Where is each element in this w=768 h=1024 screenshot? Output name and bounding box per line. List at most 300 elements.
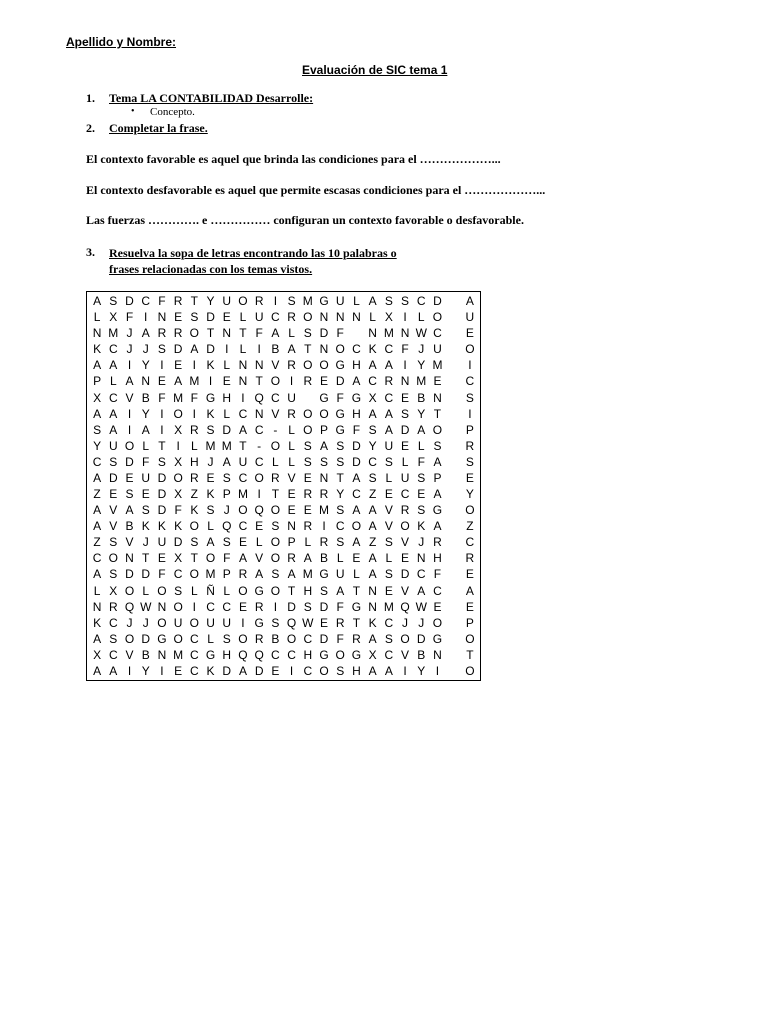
letter-cell: I — [192, 358, 197, 373]
letter-cell: D — [157, 503, 167, 518]
letter-cell: O — [303, 422, 313, 437]
letter-cell: N — [433, 390, 442, 405]
letter-cell — [446, 357, 462, 373]
letter-cell: U — [157, 535, 167, 550]
letter-cell: O — [238, 294, 248, 309]
letter-cell: T — [336, 470, 344, 485]
letter-cell: A — [125, 374, 134, 389]
letter-cell: H — [352, 406, 361, 421]
letter-cell: S — [401, 406, 410, 421]
letter-cell: T — [190, 551, 199, 566]
letter-cell: A — [368, 567, 377, 582]
letter-cell: M — [221, 438, 232, 453]
letter-cell: P — [222, 487, 231, 502]
letter-cell: C — [190, 631, 199, 646]
letter-cell: E — [433, 374, 442, 389]
letter-cell: L — [353, 294, 360, 309]
letter-cell: F — [336, 631, 344, 646]
letter-cell: C — [271, 647, 280, 662]
letter-cell: O — [303, 406, 313, 421]
letter-cell: A — [433, 487, 442, 502]
letter-cell: K — [157, 519, 166, 534]
letter-cell: S — [125, 487, 134, 502]
letter-cell — [446, 422, 462, 438]
letter-cell: S — [222, 631, 231, 646]
letter-cell — [446, 406, 462, 422]
letter-cell: B — [141, 647, 150, 662]
letter-cell: E — [465, 326, 474, 341]
letter-cell: L — [142, 438, 150, 453]
letter-cell: K — [368, 615, 377, 630]
letter-cell — [348, 325, 364, 341]
letter-cell: M — [237, 487, 248, 502]
letter-cell: S — [141, 503, 150, 518]
letter-cell: E — [174, 358, 183, 373]
letter-cell: G — [254, 615, 264, 630]
letter-cell: I — [273, 294, 278, 309]
letter-cell: G — [351, 390, 362, 405]
letter-cell: A — [93, 631, 102, 646]
letter-cell: F — [336, 326, 344, 341]
letter-cell: O — [238, 583, 248, 598]
letter-cell: R — [303, 487, 313, 502]
letter-cell: A — [384, 422, 393, 437]
letter-cell: O — [270, 503, 281, 518]
letter-cell: R — [190, 470, 199, 485]
letter-cell: S — [465, 454, 474, 469]
letter-cell: E — [206, 470, 215, 485]
letter-cell: V — [125, 647, 134, 662]
letter-cell: O — [205, 551, 216, 566]
letter-cell: A — [368, 294, 377, 309]
letter-cell: A — [190, 342, 199, 357]
letter-cell: S — [157, 342, 166, 357]
letter-cell: A — [206, 535, 215, 550]
letter-cell: E — [465, 470, 474, 485]
letter-cell: M — [189, 374, 200, 389]
letter-cell: N — [157, 647, 167, 662]
letter-cell: N — [125, 551, 134, 566]
letter-cell: I — [322, 519, 326, 534]
letter-cell: J — [418, 615, 425, 630]
letter-cell: C — [190, 663, 199, 678]
letter-cell: E — [320, 615, 329, 630]
letter-cell: P — [93, 374, 102, 389]
letter-cell: E — [238, 599, 247, 614]
letter-cell: A — [368, 663, 377, 678]
letter-cell: S — [109, 567, 118, 582]
letter-cell: J — [418, 535, 425, 550]
letter-cell: Q — [238, 647, 248, 662]
letter-cell: O — [124, 631, 135, 646]
letter-cell: E — [465, 567, 474, 582]
letter-cell: T — [142, 551, 150, 566]
letter-cell: I — [127, 358, 132, 373]
letter-cell: S — [336, 454, 345, 469]
letter-cell: O — [319, 406, 329, 421]
letter-cell: I — [192, 599, 197, 614]
letter-cell: J — [126, 615, 133, 630]
letter-cell: C — [400, 487, 410, 502]
letter-cell: U — [400, 470, 410, 485]
letter-cell: C — [206, 599, 215, 614]
letter-cell: H — [222, 647, 232, 662]
letter-cell: A — [222, 454, 231, 469]
letter-cell — [446, 566, 462, 582]
letter-cell: N — [238, 358, 248, 373]
letter-cell: A — [93, 567, 102, 582]
letter-cell: E — [255, 519, 264, 534]
letter-cell: O — [173, 599, 183, 614]
letter-cell: N — [416, 551, 426, 566]
letter-cell: L — [417, 310, 425, 325]
letter-cell: O — [432, 615, 443, 630]
letter-cell: K — [206, 663, 215, 678]
letter-cell: V — [401, 583, 410, 598]
letter-cell: P — [433, 470, 442, 485]
letter-cell: T — [271, 487, 280, 502]
letter-cell: F — [223, 551, 231, 566]
letter-cell: O — [286, 631, 297, 646]
letter-cell: B — [271, 631, 280, 646]
letter-cell: C — [335, 519, 345, 534]
letter-cell: C — [287, 647, 296, 662]
letter-cell: - — [273, 422, 278, 437]
letter-cell: I — [403, 358, 407, 373]
letter-cell: C — [416, 567, 426, 582]
letter-cell: M — [173, 647, 184, 662]
letter-cell: T — [255, 374, 263, 389]
letter-cell: C — [108, 342, 118, 357]
letter-cell: A — [368, 406, 377, 421]
letter-cell: O — [254, 470, 264, 485]
letter-cell: O — [157, 615, 167, 630]
letter-cell: W — [415, 599, 427, 614]
letter-cell — [446, 341, 462, 357]
letter-cell: Y — [93, 438, 102, 453]
letter-cell: C — [222, 599, 232, 614]
letter-cell: M — [108, 326, 119, 341]
letter-cell: E — [384, 583, 393, 598]
letter-cell: C — [141, 294, 151, 309]
letter-cell: H — [190, 454, 199, 469]
letter-cell: E — [287, 503, 296, 518]
letter-cell: O — [108, 551, 118, 566]
letter-cell: I — [241, 615, 245, 630]
letter-cell: F — [417, 454, 425, 469]
letter-cell: N — [141, 374, 151, 389]
letter-cell: O — [319, 663, 329, 678]
letter-cell: T — [239, 438, 247, 453]
letter-cell: A — [93, 519, 102, 534]
letter-cell: S — [287, 294, 296, 309]
letter-cell: R — [287, 358, 296, 373]
letter-cell: B — [320, 551, 329, 566]
letter-cell: F — [401, 342, 409, 357]
letter-cell: E — [141, 487, 150, 502]
letter-cell: A — [433, 519, 442, 534]
letter-cell: L — [353, 567, 360, 582]
letter-cell: O — [270, 374, 281, 389]
letter-cell: C — [108, 615, 118, 630]
letter-cell: N — [400, 326, 410, 341]
letter-cell: L — [223, 583, 231, 598]
letter-cell: I — [273, 599, 278, 614]
letter-cell: P — [465, 615, 474, 630]
letter-cell: R — [303, 374, 313, 389]
letter-cell: C — [303, 631, 313, 646]
letter-cell — [446, 309, 462, 325]
question-1-text: Tema LA CONTABILIDAD Desarrolle: — [109, 91, 314, 105]
letter-cell: R — [352, 631, 361, 646]
letter-cell: K — [190, 503, 199, 518]
letter-cell: H — [303, 583, 313, 598]
letter-cell — [446, 599, 462, 615]
letter-cell: S — [336, 503, 345, 518]
letter-cell: N — [254, 406, 264, 421]
letter-cell: I — [127, 663, 132, 678]
letter-cell: A — [238, 422, 247, 437]
letter-cell: K — [174, 519, 183, 534]
letter-cell: L — [223, 358, 231, 373]
letter-cell: L — [239, 342, 247, 357]
letter-cell: M — [205, 438, 216, 453]
letter-cell: C — [108, 390, 118, 405]
letter-cell: T — [466, 647, 474, 662]
letter-cell: H — [352, 358, 361, 373]
letter-cell: D — [173, 535, 183, 550]
letter-cell: C — [92, 551, 102, 566]
letter-cell: U — [108, 438, 118, 453]
letter-cell — [300, 390, 316, 406]
letter-cell: S — [157, 454, 166, 469]
letter-cell: O — [173, 406, 183, 421]
letter-cell: M — [205, 567, 216, 582]
letter-cell: I — [192, 406, 197, 421]
letter-cell: U — [141, 470, 151, 485]
letter-cell — [446, 663, 462, 679]
letter-cell: S — [336, 535, 345, 550]
letter-cell: Y — [417, 358, 426, 373]
letter-cell: D — [433, 294, 442, 309]
letter-cell: A — [109, 663, 118, 678]
letter-cell: F — [336, 390, 344, 405]
letter-cell: D — [254, 663, 264, 678]
letter-cell: L — [304, 535, 312, 550]
letter-cell: N — [157, 310, 167, 325]
letter-cell: R — [254, 631, 264, 646]
letter-cell: Y — [206, 294, 215, 309]
letter-cell: P — [287, 535, 296, 550]
letter-cell: G — [157, 631, 167, 646]
letter-cell: E — [401, 390, 410, 405]
letter-cell: D — [141, 567, 151, 582]
letter-cell: O — [189, 519, 200, 534]
letter-cell: O — [319, 358, 329, 373]
letter-cell: S — [433, 438, 442, 453]
letter-cell: L — [109, 374, 117, 389]
letter-cell: V — [109, 519, 118, 534]
letter-cell: A — [433, 454, 442, 469]
letter-cell: G — [205, 647, 216, 662]
letter-cell: I — [160, 406, 164, 421]
letter-cell: E — [222, 374, 231, 389]
letter-cell: S — [465, 390, 474, 405]
letter-cell: K — [206, 358, 215, 373]
letter-cell: T — [158, 438, 166, 453]
letter-cell: S — [368, 470, 377, 485]
letter-cell: N — [368, 599, 377, 614]
letter-cell: R — [400, 503, 410, 518]
letter-cell — [446, 631, 462, 647]
letter-cell: K — [141, 519, 150, 534]
letter-cell: D — [157, 470, 167, 485]
letter-cell: H — [303, 647, 313, 662]
letter-cell: G — [432, 503, 443, 518]
letter-cell: V — [271, 406, 280, 421]
letter-cell: S — [384, 454, 393, 469]
letter-cell: R — [465, 438, 475, 453]
letter-cell: R — [465, 551, 475, 566]
letter-cell — [446, 470, 462, 486]
letter-cell: C — [368, 454, 377, 469]
letter-cell: D — [319, 326, 329, 341]
letter-cell — [446, 390, 462, 406]
letter-cell: D — [319, 599, 329, 614]
letter-cell: N — [433, 647, 442, 662]
letter-cell: L — [288, 438, 295, 453]
letter-cell: C — [384, 615, 394, 630]
letter-cell: F — [352, 422, 361, 437]
letter-cell: I — [289, 374, 294, 389]
letter-cell: F — [158, 294, 166, 309]
letter-cell: S — [384, 567, 393, 582]
letter-cell: C — [238, 406, 248, 421]
letter-cell: E — [303, 470, 312, 485]
letter-cell: A — [238, 663, 247, 678]
letter-cell: G — [205, 390, 216, 405]
letter-cell: A — [93, 663, 102, 678]
letter-cell: Q — [286, 615, 297, 630]
letter-cell: X — [368, 647, 377, 662]
letter-cell: C — [254, 422, 264, 437]
letter-cell: M — [432, 358, 443, 373]
letter-cell: F — [336, 599, 344, 614]
letter-cell: Z — [93, 535, 101, 550]
letter-cell: A — [238, 551, 247, 566]
letter-cell: E — [287, 487, 296, 502]
letter-cell: D — [400, 567, 410, 582]
letter-cell: U — [335, 567, 345, 582]
letter-cell: O — [400, 519, 410, 534]
letter-cell: A — [93, 470, 102, 485]
letter-cell: I — [468, 358, 472, 373]
letter-cell: S — [417, 470, 426, 485]
letter-cell: W — [302, 615, 314, 630]
letter-cell: J — [142, 615, 149, 630]
letter-cell: P — [222, 567, 231, 582]
letter-cell: I — [403, 663, 407, 678]
letter-cell: S — [320, 454, 329, 469]
letter-cell: A — [465, 294, 474, 309]
letter-cell: S — [384, 535, 393, 550]
letter-cell: C — [352, 487, 361, 502]
letter-cell: Y — [417, 406, 426, 421]
letter-cell: V — [384, 503, 393, 518]
letter-cell: A — [384, 663, 393, 678]
letter-cell: O — [400, 631, 410, 646]
letter-cell: K — [93, 342, 102, 357]
letter-cell: S — [368, 422, 377, 437]
letter-cell: W — [140, 599, 152, 614]
letter-cell: A — [255, 567, 264, 582]
letter-cell: G — [319, 567, 329, 582]
letter-cell: A — [125, 503, 134, 518]
letter-cell: F — [433, 567, 442, 582]
letter-cell: O — [124, 583, 135, 598]
letter-cell: S — [271, 567, 280, 582]
letter-cell: I — [144, 310, 148, 325]
letter-cell: C — [384, 342, 394, 357]
letter-cell: C — [465, 535, 475, 550]
letter-cell: E — [417, 487, 426, 502]
letter-cell: O — [303, 358, 313, 373]
question-3-line-1: Resuelva la sopa de letras encontrando las 10 palabras o — [109, 246, 397, 260]
question-1-number: 1. — [86, 91, 95, 105]
letter-cell: E — [320, 374, 329, 389]
sentence-favorable: El contexto favorable es aquel que brinda las condiciones para el ………………... — [86, 152, 501, 166]
letter-cell: X — [174, 454, 183, 469]
letter-cell: Z — [93, 487, 101, 502]
letter-cell: D — [335, 374, 345, 389]
letter-cell: N — [287, 519, 296, 534]
letter-cell: S — [222, 535, 231, 550]
letter-cell: Y — [336, 487, 345, 502]
letter-cell: F — [158, 567, 166, 582]
letter-cell: S — [303, 438, 312, 453]
letter-cell: P — [465, 422, 474, 437]
letter-cell: E — [157, 551, 166, 566]
letter-cell: V — [287, 470, 296, 485]
letter-cell: V — [401, 535, 410, 550]
letter-cell: L — [255, 535, 263, 550]
letter-cell: Z — [466, 519, 474, 534]
letter-cell: G — [335, 422, 345, 437]
letter-cell: G — [351, 647, 362, 662]
letter-cell: I — [160, 358, 164, 373]
letter-cell — [446, 534, 462, 550]
letter-cell: C — [384, 390, 394, 405]
letter-cell: X — [93, 647, 102, 662]
letter-cell: U — [238, 454, 248, 469]
letter-cell: J — [126, 342, 133, 357]
letter-cell: A — [352, 470, 361, 485]
letter-cell: L — [385, 470, 393, 485]
letter-cell: I — [160, 663, 164, 678]
letter-cell: Y — [141, 406, 150, 421]
letter-cell: N — [319, 470, 329, 485]
letter-cell: I — [241, 390, 245, 405]
letter-cell: U — [222, 615, 232, 630]
letter-cell: D — [400, 422, 410, 437]
letter-cell: R — [433, 535, 442, 550]
letter-cell: - — [257, 438, 262, 453]
letter-cell: V — [271, 358, 280, 373]
letter-cell: N — [92, 326, 102, 341]
letter-cell: Q — [254, 503, 264, 518]
letter-cell: U — [254, 310, 264, 325]
letter-cell: D — [352, 454, 361, 469]
